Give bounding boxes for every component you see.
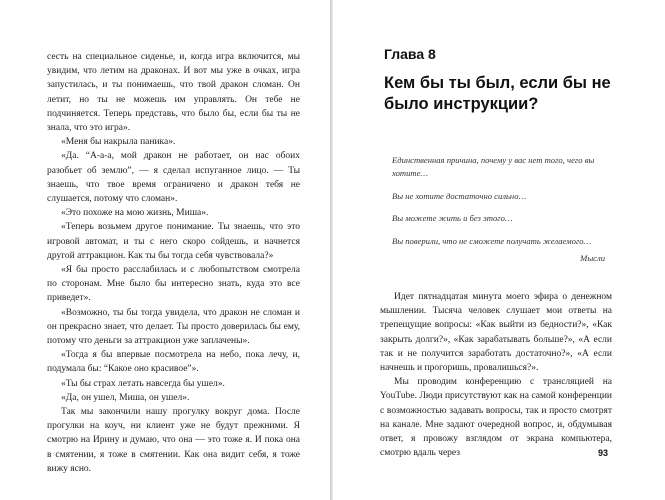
left-paragraph-3: «Да. “А-а-а, мой дракон не работает, он нас обоих разобьет об землю”, — я сделал испуганное лицо. — Ты знаешь, что твое время ограничено и дракон тебя не слушается, потому что сломан». <box>47 151 300 205</box>
left-paragraph-2: «Меня бы накрыла паника». <box>61 137 176 148</box>
epigraph-line-2: Вы не хотите достаточно сильно… <box>392 190 527 201</box>
right-paragraph-1: Идет пятнадцатая минута моего эфира о денежном мышлении. Тысяча человек слушает мои ответы на трепещущие вопросы: «Как выйти из бедности?», «Как закрыть долги?», «Как зарабатывать больше?», «А если так и не получится заработать достаточно?», «А если начнешь и прогоришь, провалишься?». <box>380 292 612 374</box>
left-paragraph-11: Так мы закончили нашу прогулку вокруг дома. После прогулки на коуч, ни клиент уже не будут прежними. Я смотрю на Ирину и думаю, что она — это тоже я. И пока она в смятении, я тоже в смятении. Как она видит себя, я тоже вижу ясно. <box>47 407 300 474</box>
epigraph <box>392 154 605 275</box>
left-paragraph-5: «Теперь возьмем другое понимание. Ты знаешь, что это игровой автомат, и ты с него скоро сойдешь, и начнется другой аттракцион. Как ты бы тогда себя чувствовала?» <box>47 222 300 261</box>
left-paragraph-1: сесть на специальное сиденье, и, когда игра включится, мы увидим, что летим на драконах. И вот мы уже в очках, игра запустилась, и ты понимаешь, что твой дракон сломан. Он летит, но ты не можешь им управлять. Он тебе не подчиняется. Теперь представь, что было бы, если бы ты не знала, что это игра». <box>47 52 300 134</box>
left-page-body <box>47 50 300 476</box>
left-page <box>0 0 331 500</box>
epigraph-source: Мысли <box>580 252 605 263</box>
page-number: 93 <box>598 448 609 458</box>
left-paragraph-8: «Тогда я бы впервые посмотрела на небо, пока лечу, и, подумала бы: “Какое оно красивое”». <box>47 350 300 375</box>
epigraph-line-3: Вы можете жить и без этого… <box>392 213 513 224</box>
left-paragraph-7: «Возможно, ты бы тогда увидела, что дракон не сломан и он прекрасно знает, что делает. Ты просто доверилась бы ему, потому что деньги за аттракцион уже заплачены». <box>47 307 300 347</box>
chapter-title: Кем бы ты был, если бы не было инструкции? <box>384 74 611 113</box>
left-paragraph-4: «Это похоже на мою жизнь, Миша». <box>61 208 209 219</box>
epigraph-line-1: Единственная причина, почему у вас нет того, чего вы хотите… <box>392 155 595 178</box>
right-page-body <box>380 290 612 460</box>
chapter-label: Глава 8 <box>384 46 436 62</box>
left-paragraph-10: «Да, он ушел, Миша, он ушел». <box>61 392 190 403</box>
left-paragraph-9: «Ты бы страх летать навсегда бы ушел». <box>61 378 225 389</box>
left-paragraph-6: «Я бы просто расслабилась и с любопытством смотрела по сторонам. Мне было бы интересно знать, куда это все приведет». <box>47 265 300 304</box>
right-paragraph-2: Мы проводим конференцию с трансляцией на YouTube. Люди присутствуют как на самой конференции с возможностью задавать вопросы, так и просто смотрят на канале. Мне задают очередной вопрос, и, обдумывая ответ, я провожу взглядом от экрана компьютера, смотрю вдаль через <box>380 377 612 459</box>
epigraph-line-4: Вы поверили, что не сможете получать желаемого… <box>392 236 592 247</box>
